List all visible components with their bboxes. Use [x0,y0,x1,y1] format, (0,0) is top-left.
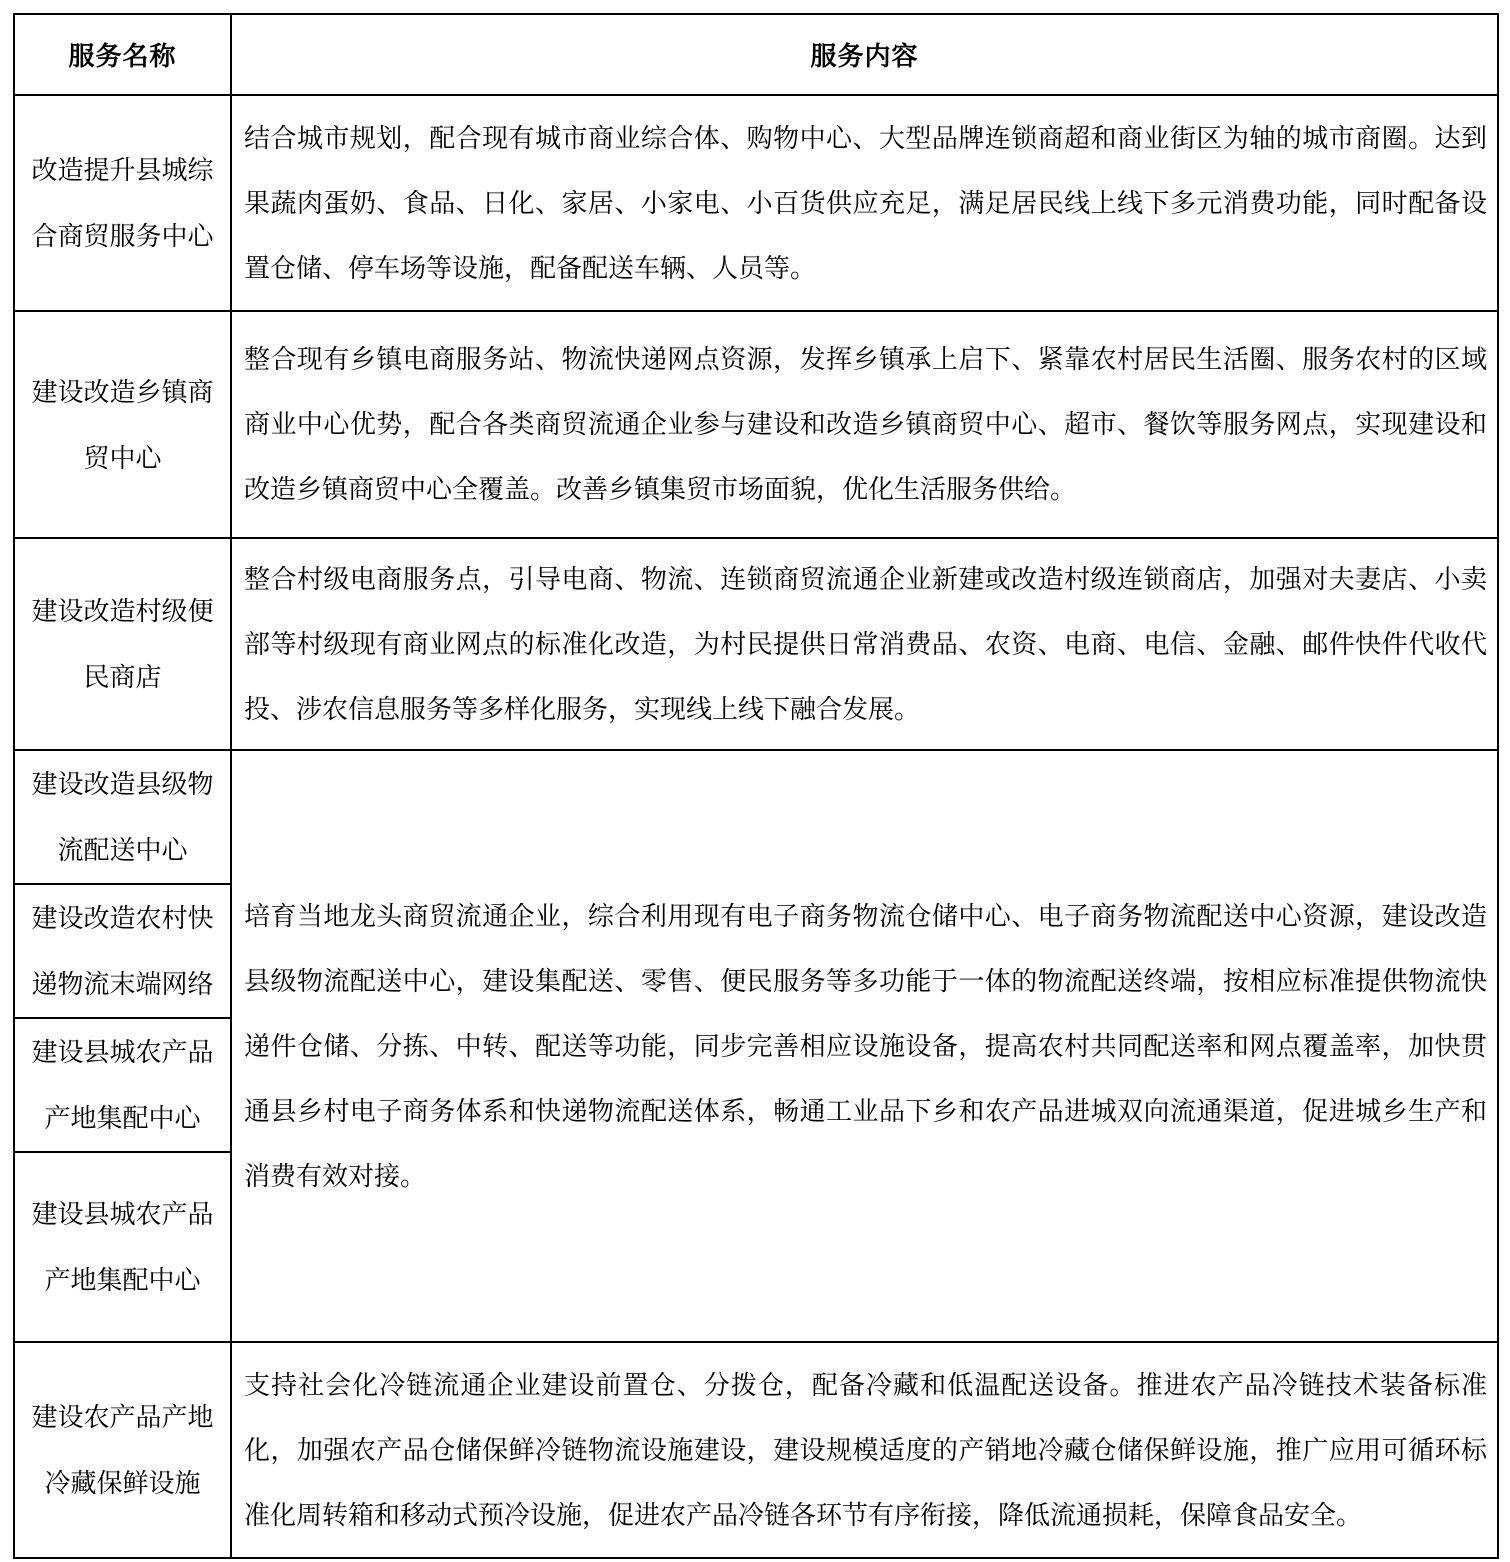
services-table [13,13,1499,1559]
service-name-cell: 建设改造村级便民商店 [14,538,231,750]
table-row [14,95,1498,311]
table-header-row [14,14,1498,95]
table-row [14,538,1498,750]
service-name-cell: 建设改造县级物流配送中心 [14,750,231,884]
column-header-service-content: 服务内容 [231,14,1498,95]
service-content-cell: 整合村级电商服务点，引导电商、物流、连锁商贸流通企业新建或改造村级连锁商店，加强对夫妻店、小卖部等村级现有商业网点的标准化改造，为村民提供日常消费品、农资、电商、电信、金融、邮件快件代收代投、涉农信息服务等多样化服务，实现线上线下融合发展。 [231,538,1498,750]
service-name-cell: 建设改造乡镇商贸中心 [14,311,231,538]
table-row [14,1342,1498,1558]
service-content-cell: 整合现有乡镇电商服务站、物流快递网点资源，发挥乡镇承上启下、紧靠农村居民生活圈、服务农村的区域商业中心优势，配合各类商贸流通企业参与建设和改造乡镇商贸中心、超市、餐饮等服务网点，实现建设和改造乡镇商贸中心全覆盖。改善乡镇集贸市场面貌，优化生活服务供给。 [231,311,1498,538]
service-content-cell: 结合城市规划，配合现有城市商业综合体、购物中心、大型品牌连锁商超和商业街区为轴的城市商圈。达到果蔬肉蛋奶、食品、日化、家居、小家电、小百货供应充足，满足居民线上线下多元消费功能，同时配备设置仓储、停车场等设施，配备配送车辆、人员等。 [231,95,1498,311]
service-name-cell: 建设县城农产品产地集配中心 [14,1018,231,1152]
table-row [14,750,1498,884]
column-header-service-name: 服务名称 [14,14,231,95]
service-name-cell: 建设改造农村快递物流末端网络 [14,884,231,1018]
service-content-cell-merged: 培育当地龙头商贸流通企业，综合利用现有电子商务物流仓储中心、电子商务物流配送中心资源，建设改造县级物流配送中心，建设集配送、零售、便民服务等多功能于一体的物流配送终端，按相应标准提供物流快递件仓储、分拣、中转、配送等功能，同步完善相应设施设备，提高农村共同配送率和网点覆盖率，加快贯通县乡村电子商务体系和快递物流配送体系，畅通工业品下乡和农产品进城双向流通渠道，促进城乡生产和消费有效对接。 [231,750,1498,1342]
table-row [14,311,1498,538]
service-name-cell: 建设县城农产品产地集配中心 [14,1152,231,1342]
service-content-cell: 支持社会化冷链流通企业建设前置仓、分拨仓，配备冷藏和低温配送设备。推进农产品冷链技术装备标准化，加强农产品仓储保鲜冷链物流设施建设，建设规模适度的产销地冷藏仓储保鲜设施，推广应用可循环标准化周转箱和移动式预冷设施，促进农产品冷链各环节有序衔接，降低流通损耗，保障食品安全。 [231,1342,1498,1558]
service-name-cell: 改造提升县城综合商贸服务中心 [14,95,231,311]
service-name-cell: 建设农产品产地冷藏保鲜设施 [14,1342,231,1558]
